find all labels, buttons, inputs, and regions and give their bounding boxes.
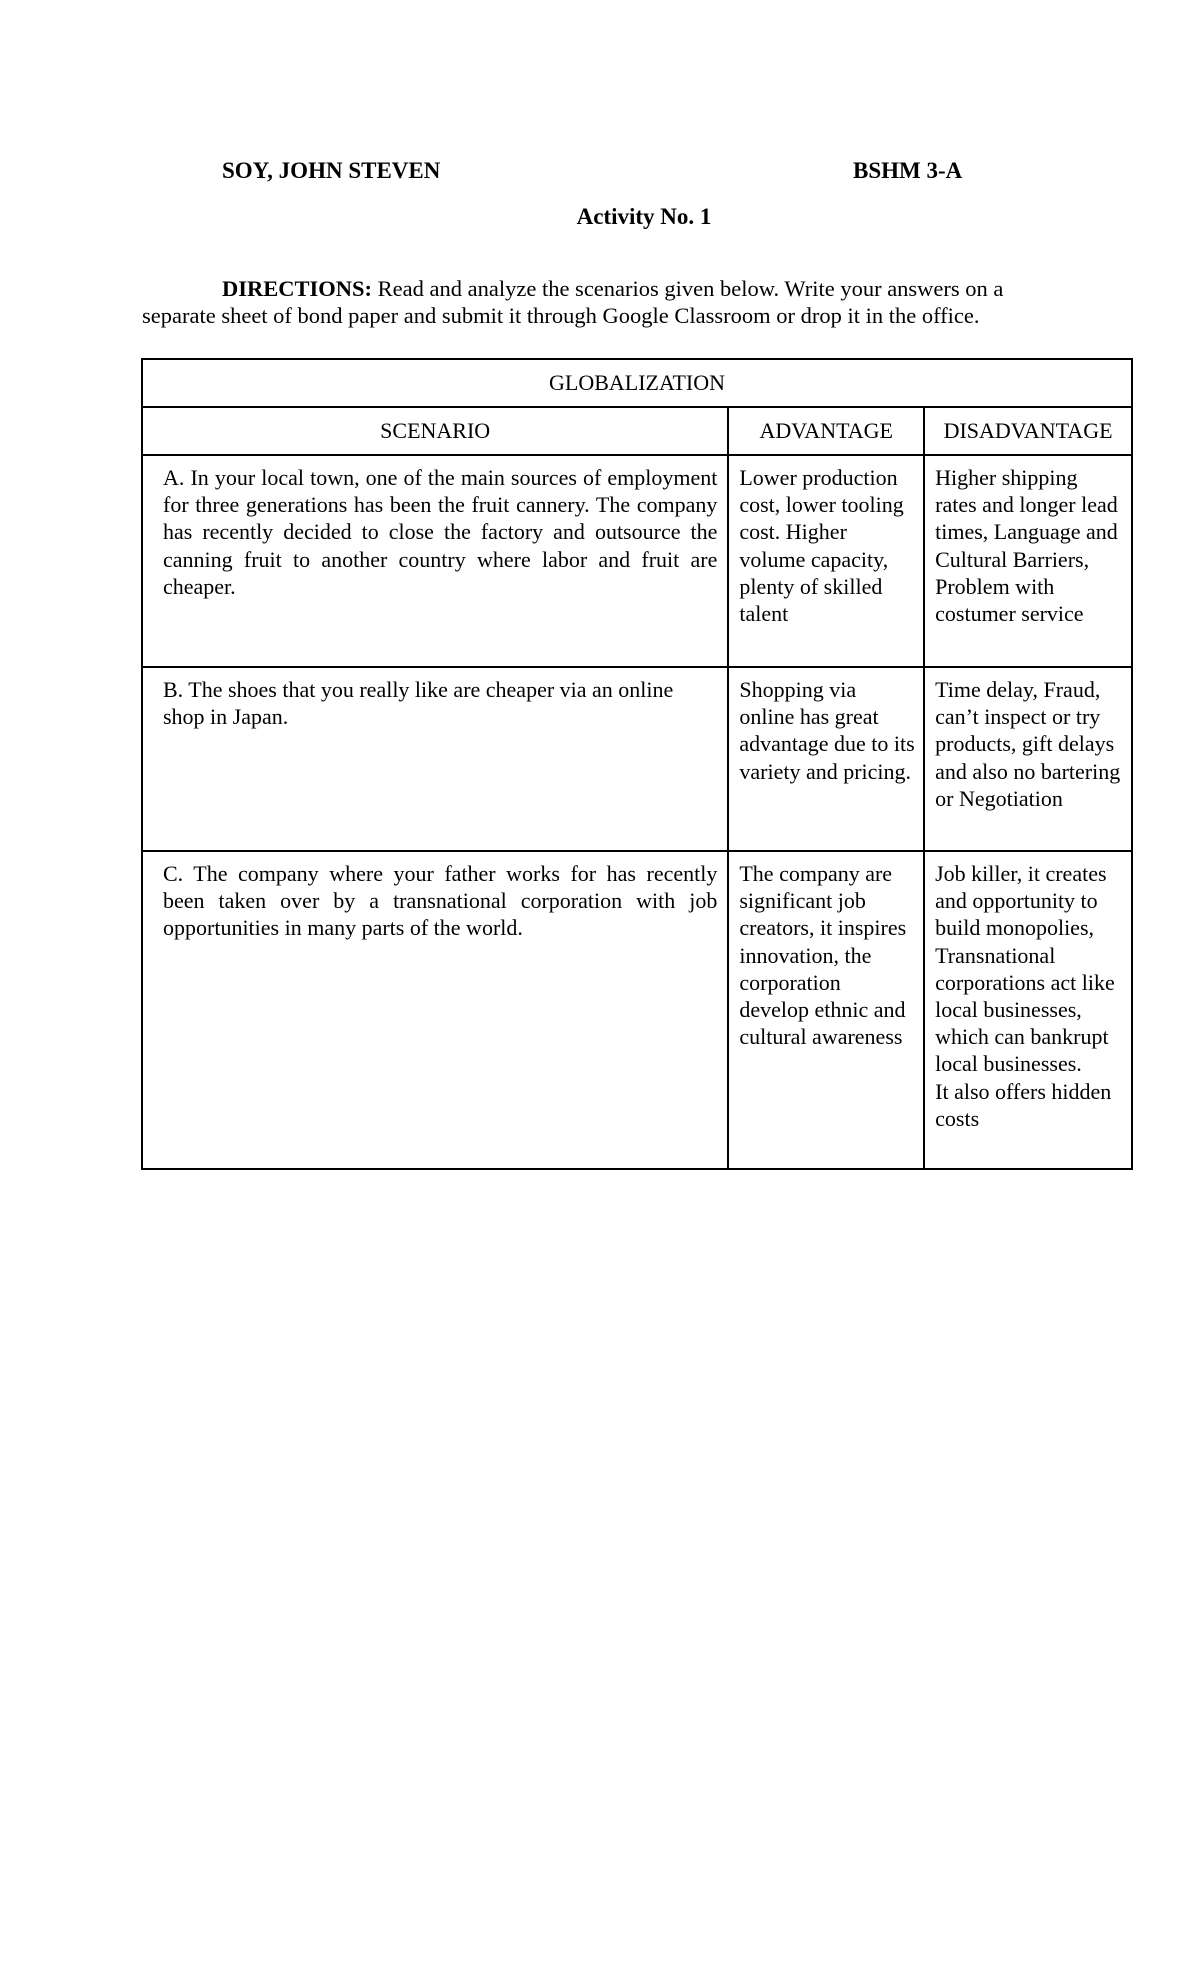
table-row (142, 455, 1132, 667)
directions-paragraph (142, 275, 1022, 329)
disadvantage-text: Higher shipping rates and longer lead times, Language and Cultural Barriers, Problem with costumer service (935, 465, 1118, 627)
advantage-text: Lower production cost, lower tooling cost. Higher volume capacity, plenty of skilled talent (739, 465, 904, 627)
disadvantage-text: Time delay, Fraud, can’t inspect or try products, gift delays and also no bartering or Negotiation (935, 677, 1121, 811)
column-header-scenario: SCENARIO (142, 407, 728, 455)
scenario-cell (142, 667, 728, 851)
activity-title: Activity No. 1 (576, 204, 712, 229)
directions-label: DIRECTIONS: (222, 276, 373, 301)
disadvantage-text-extra: It also offers hidden costs (935, 1078, 1112, 1131)
scenario-text: C. The company where your father works for has recently been taken over by a transnational corporation with job opportunities in many parts of the world. (163, 861, 718, 941)
disadvantage-cell (924, 455, 1132, 667)
advantage-cell (728, 851, 924, 1169)
table-title: GLOBALIZATION (142, 359, 1132, 407)
directions-text: Read and analyze the scenarios given below. Write your answers on a separate sheet of bond paper and submit it through Google Classroom or drop it in the office. (142, 276, 1004, 328)
table-row (142, 667, 1132, 851)
advantage-cell (728, 667, 924, 851)
advantage-text: Shopping via online has great advantage due to its variety and pricing. (739, 677, 915, 784)
student-name: SOY, JOHN STEVEN (222, 158, 441, 183)
disadvantage-text: Job killer, it creates and opportunity to build monopolies, Transnational corporations act like local businesses, which can bankrupt local businesses. (935, 861, 1115, 1077)
column-header-disadvantage: DISADVANTAGE (924, 407, 1132, 455)
advantage-cell (728, 455, 924, 667)
scenario-cell (142, 455, 728, 667)
scenario-cell (142, 851, 728, 1169)
table-row (142, 851, 1132, 1169)
scenario-text: A. In your local town, one of the main sources of employment for three generations has been the fruit cannery. The company has recently decided to close the factory and outsource the canning fruit to another country where labor and fruit are cheaper. (163, 465, 718, 599)
advantage-text: The company are significant job creators, it inspires innovation, the corporation develop ethnic and cultural awareness (739, 861, 907, 1050)
disadvantage-cell (924, 851, 1132, 1169)
scenario-text: B. The shoes that you really like are cheaper via an online shop in Japan. (163, 677, 674, 730)
disadvantage-cell (924, 667, 1132, 851)
globalization-table (141, 358, 1133, 1170)
column-header-advantage: ADVANTAGE (728, 407, 924, 455)
student-section: BSHM 3-A (853, 158, 963, 183)
